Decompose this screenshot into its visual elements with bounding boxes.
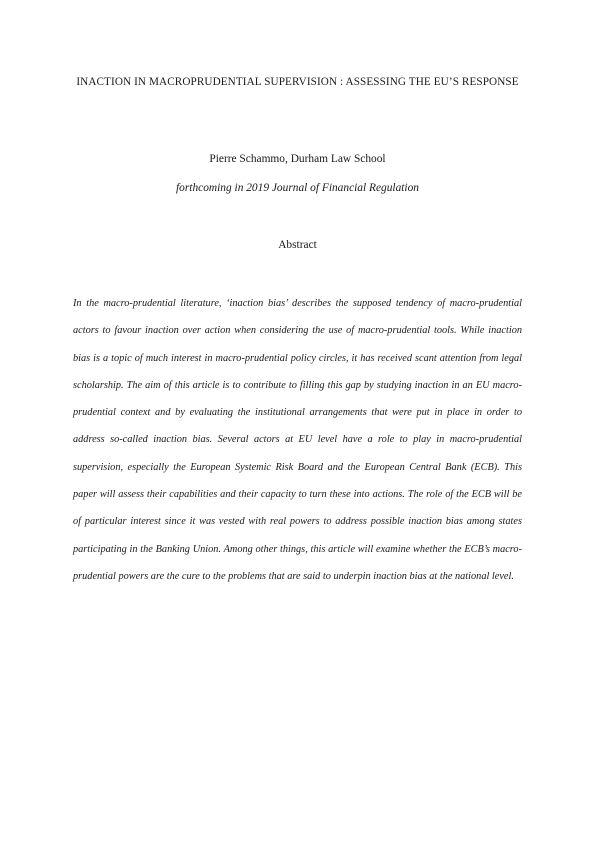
- paper-title: INACTION IN MACROPRUDENTIAL SUPERVISION : ASSESSING THE EU’S RESPONSE: [76, 76, 519, 88]
- abstract-heading: Abstract: [278, 239, 317, 251]
- author-line: Pierre Schammo, Durham Law School: [209, 153, 386, 165]
- publication-venue: forthcoming in 2019 Journal of Financial Regulation: [176, 182, 419, 194]
- abstract-text: In the macro-prudential literature, ‘inaction bias’ describes the supposed tendency of macro-prudential actors to favour inaction over action when considering the use of macro-prudential tools. While inaction bias is a topic of much interest in macro-prudential policy circles, it has received scant attention from legal scholarship. The aim of this article is to contribute to filling this gap by studying inaction in an EU macro-prudential context and by evaluating the institutional arrangements that were put in place in order to address so-called inaction bias. Several actors at EU level have a role to play in macro-prudential supervision, especially the European Systemic Risk Board and the European Central Bank (ECB). This paper will assess their capabilities and their capacity to turn these into actions. The role of the ECB will be of particular interest since it was vested with real powers to address possible inaction bias among states participating in the Banking Union. Among other things, this article will examine whether the ECB’s macro-prudential powers are the cure to the problems that are said to underpin inaction bias at the national level.: [73, 298, 522, 582]
